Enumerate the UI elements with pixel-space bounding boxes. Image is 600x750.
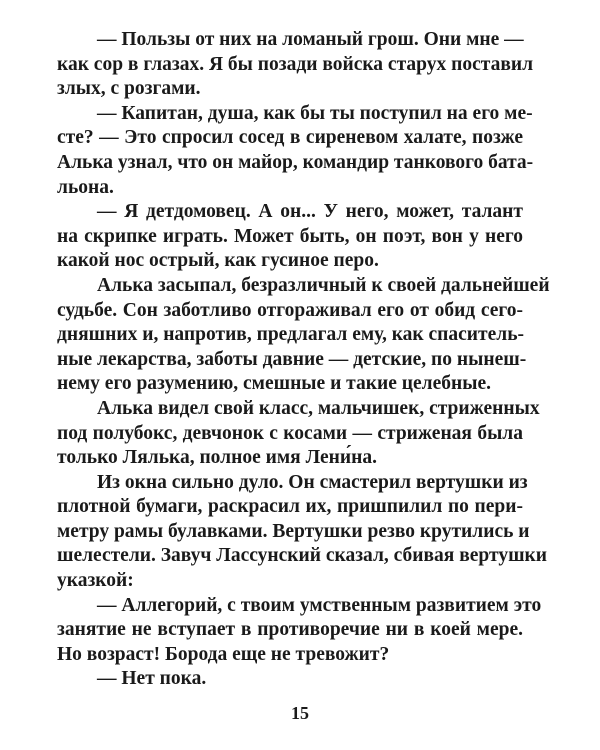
paragraph [57, 667, 523, 692]
text-line: указкой: [57, 570, 134, 592]
paragraph [57, 28, 534, 102]
text-line: льона. [57, 176, 114, 198]
text-line: как сор в глазах. Я бы позади войска старух поставил [57, 53, 534, 75]
text-line: — Пользы от них на ломаный грош. Они мне — [97, 29, 524, 50]
text-line: шелестели. Завуч Лассунский сказал, сбивая вертушки [57, 545, 548, 567]
text-line: Алька узнал, что он майор, командир танкового бата- [57, 151, 534, 173]
text-line: занятие не вступает в противоречие ни в коей мере. [57, 619, 523, 641]
text-line: под полубокс, девчонок с косами — стриженая была [57, 422, 523, 444]
text-line: сте? — Это спросил сосед в сиреневом халате, позже [57, 127, 523, 149]
text-line: метру рамы булавками. Вертушки резво крутились и [57, 520, 530, 542]
text-line: — Капитан, душа, как бы ты поступил на его ме- [97, 102, 533, 124]
text-line: плотной бумаги, раскрасил их, пришпилил по пери- [57, 496, 523, 518]
text-line: Из окна сильно дуло. Он смастерил вертушки из [97, 471, 528, 493]
text-line: — Аллегорий, с твоим умственным развитием это [97, 594, 542, 616]
text-line: Алька засыпал, безразличный к своей дальнейшей [97, 274, 550, 296]
paragraph [57, 274, 550, 397]
text-line: какой нос острый, как гусиное перо. [57, 250, 379, 272]
text-line: — Нет пока. [97, 668, 207, 690]
book-page-text [57, 28, 550, 692]
text-line: Но возраст! Борода еще не тревожит? [57, 643, 390, 665]
paragraph [57, 397, 540, 471]
text-line: судьбе. Сон заботливо отгораживал его от обид сего- [57, 299, 523, 321]
paragraph [57, 471, 548, 594]
text-line: дняшних и, напротив, предлагал ему, как спаситель- [57, 324, 525, 346]
page-number: 15 [291, 703, 309, 723]
text-line: злых, с розгами. [57, 78, 201, 100]
paragraph [57, 594, 542, 668]
paragraph [57, 102, 534, 200]
paragraph [57, 200, 523, 274]
text-line: Алька видел свой класс, мальчишек, стриженных [97, 397, 540, 419]
text-line: на скрипке играть. Может быть, он поэт, вон у него [57, 225, 523, 247]
text-line: — Я детдомовец. А он... У него, может, талант [97, 201, 523, 223]
text-line: только Лялька, полное имя Лени́на. [57, 447, 377, 469]
text-line: ные лекарства, заботы давние — детские, по нынеш- [57, 348, 527, 370]
text-line: нему его разумению, смешные и такие целебные. [57, 373, 491, 395]
